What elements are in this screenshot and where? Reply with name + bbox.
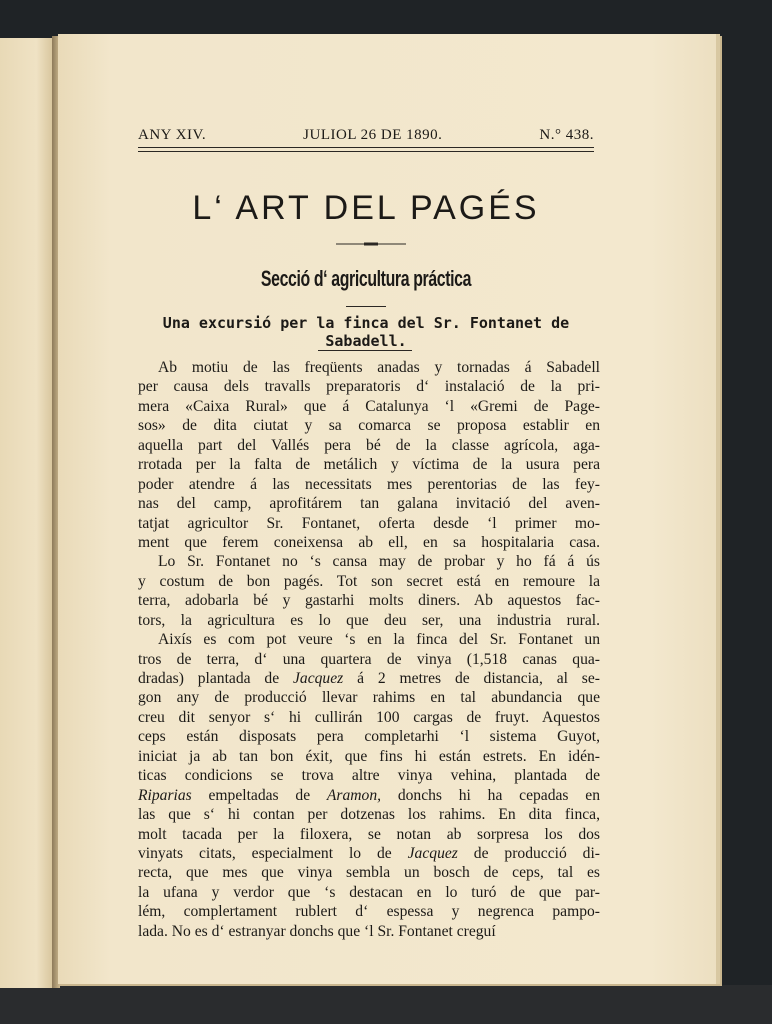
ornament-divider: [336, 242, 406, 246]
text-line: mera «Caixa Rural» que á Catalunya ‘l «Gremi de Page-: [138, 397, 600, 415]
text-line: Ab motiu de las freqüents anadas y tornadas á Sabadell: [158, 359, 600, 376]
italic-term: Aramon,: [326, 786, 382, 804]
text-line: poder atendre á las necessitats mes perentorias de las fey-: [138, 475, 600, 493]
header-rule-bottom: [138, 151, 594, 152]
text-fragment: de producció di-: [457, 844, 600, 862]
text-line: molt tacada per la filoxera, se notan ab sorpresa los dos: [138, 825, 600, 843]
text-fragment: dradas) plantada de: [138, 670, 293, 687]
background-edge: [0, 985, 772, 1024]
text-line: ceps están disposats pera completarhi ‘l sistema Guyot,: [138, 728, 600, 746]
issue-header: [138, 124, 594, 146]
previous-page-edge: [0, 38, 54, 988]
book-page: [58, 34, 720, 984]
text-line: iniciat ja ab tan bon éxit, que fins hi están estrets. En idén-: [138, 747, 600, 765]
text-line-mixed: [138, 786, 600, 805]
issue-number: N.° 438.: [539, 126, 594, 143]
text-line: la ufana y verdor que ‘s destacan en lo turó de que par-: [138, 883, 600, 901]
section-rule: [346, 306, 386, 307]
text-fragment: vinyats citats, especialment lo de: [138, 844, 408, 862]
italic-term: Jacquez: [407, 844, 458, 862]
text-line: las que s‘ hi contan per dotzenas los rahims. En dita finca,: [138, 806, 600, 824]
subtitle-rule: [318, 350, 412, 351]
text-line: y costum de bon pagés. Tot son secret está en remoure la: [138, 572, 600, 590]
text-line: gon any de producció llevar rahims en tal abundancia que: [138, 689, 600, 707]
text-line: per causa dels travalls preparatoris d‘ instalació de la pri-: [138, 378, 600, 396]
text-line: terra, adobarla bé y gastarhi molts diners. Ab aquestos fac-: [138, 592, 600, 610]
text-line: nas del camp, aprofitárem tan galana invitació del aven-: [138, 495, 600, 513]
italic-term: Jacquez: [293, 670, 344, 687]
text-line: Aixís es com pot veure ‘s en la finca del Sr. Fontanet un: [158, 631, 600, 649]
text-line: lada. No es d‘ estranyar donchs que ‘l Sr. Fontanet creguí: [138, 922, 496, 940]
text-line: recta, que mes que vinya sembla un bosch de ceps, tal es: [138, 864, 600, 882]
text-line: lém, complertament rublert d‘ espessa y negrenca pampo-: [138, 903, 600, 921]
text-line-mixed: [138, 669, 600, 688]
text-line: sos» de dita ciutat y sa comarca se proposa establir en: [138, 417, 600, 435]
text-line-mixed: [138, 844, 600, 863]
text-line: ticas condicions se trova altre vinya vehina, plantada de: [138, 767, 600, 785]
text-line: creu dit senyor s‘ hi cullirán 100 cargas de fruyt. Aquestos: [138, 708, 600, 726]
issue-year: ANY XIV.: [138, 126, 207, 143]
text-line: aquella part del Vallés pera bé de la classe agrícola, aga-: [138, 436, 600, 454]
text-fragment: empeltadas de: [191, 786, 327, 804]
article-body: [138, 358, 600, 941]
text-line: ment que ferem coneixensa ab ell, en sa hospitalaria casa.: [138, 533, 600, 551]
text-line: tors, la agricultura es lo que deu ser, una industria rural.: [138, 611, 600, 629]
article-subtitle: Una excursió per la finca del Sr. Fontanet de Sabadell.: [162, 314, 570, 350]
section-title: Secció d‘ agricultura práctica: [260, 266, 472, 291]
text-line: tatjat agricultor Sr. Fontanet, oferta desde ‘l primer mo-: [138, 514, 600, 532]
masthead-title: L‘ ART DEL PAGÉS: [192, 189, 540, 227]
issue-date: JULIOL 26 DE 1890.: [303, 126, 443, 143]
header-rule-top: [138, 147, 594, 148]
text-fragment: á 2 metres de distancia, al se-: [343, 670, 600, 687]
text-line: rrotada per la falta de metálich y víctima de la usura pera: [138, 456, 600, 474]
text-line: tros de terra, d‘ una quartera de vinya (1,518 canas qua-: [138, 650, 600, 668]
text-line: Lo Sr. Fontanet no ‘s cansa may de probar y ho fá á ús: [158, 553, 600, 571]
italic-term: Riparias: [138, 786, 192, 804]
text-fragment: donchs hi ha cepadas en: [381, 786, 600, 804]
